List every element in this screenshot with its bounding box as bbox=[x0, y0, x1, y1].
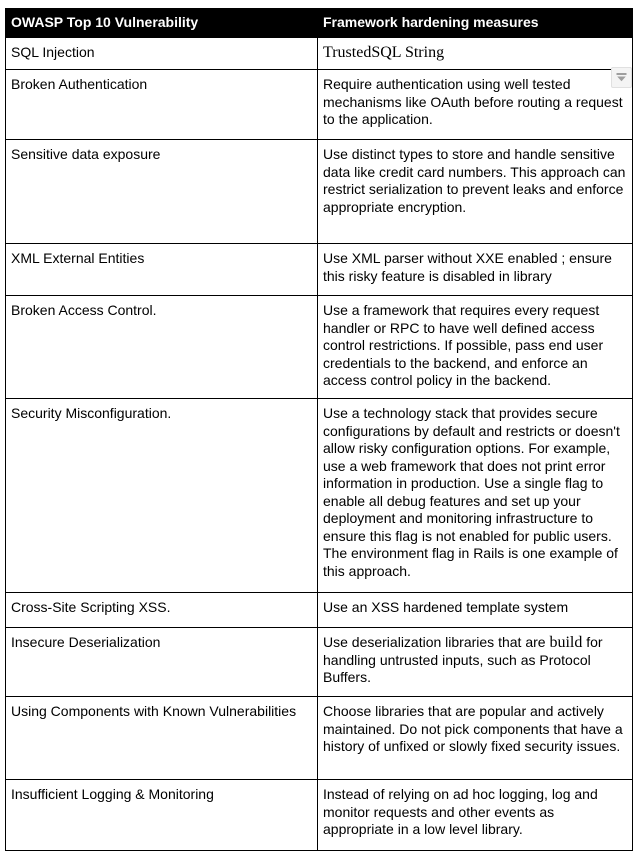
measure-cell bbox=[318, 140, 633, 244]
measure-text-segment: Use a technology stack that provides secure configurations by default and restricts or doesn't allow risky configuration options. For example, use a web framework that does not print error information in production. Use a single flag to enable all debug features and set up your deployment and monitoring infrastructure to ensure this flag is not enabled for public users. The environment flag in Rails is one example of this approach. bbox=[323, 405, 620, 579]
table-row bbox=[6, 244, 633, 296]
measure-text-segment: Use an XSS hardened template system bbox=[323, 599, 569, 615]
vulnerability-cell: Sensitive data exposure bbox=[6, 140, 318, 244]
owasp-hardening-table bbox=[5, 8, 633, 851]
measure-text-segment: TrustedSQL String bbox=[323, 44, 445, 61]
vulnerability-cell: Broken Authentication bbox=[6, 70, 318, 140]
measure-cell bbox=[318, 296, 633, 399]
measure-cell bbox=[318, 628, 633, 697]
table-row bbox=[6, 140, 633, 244]
table-header-row bbox=[6, 9, 633, 38]
vulnerability-cell: Using Components with Known Vulnerabilities bbox=[6, 697, 318, 780]
vulnerability-cell: SQL Injection bbox=[6, 38, 318, 70]
measure-cell bbox=[318, 70, 633, 140]
measure-text-segment: Require authentication using well tested mechanisms like OAuth before routing a request to the application. bbox=[323, 76, 623, 127]
cell-dropdown-button[interactable] bbox=[611, 67, 632, 88]
measure-cell bbox=[318, 593, 633, 628]
table-row bbox=[6, 780, 633, 851]
vulnerability-cell: Insufficient Logging & Monitoring bbox=[6, 780, 318, 851]
vulnerability-cell: Cross-Site Scripting XSS. bbox=[6, 593, 318, 628]
table-row bbox=[6, 697, 633, 780]
vulnerability-cell: Insecure Deserialization bbox=[6, 628, 318, 697]
table-row bbox=[6, 593, 633, 628]
vulnerability-cell: Security Misconfiguration. bbox=[6, 399, 318, 593]
measure-text-segment: Choose libraries that are popular and actively maintained. Do not pick components that have a history of unfixed or slowly fixed security issues. bbox=[323, 703, 623, 754]
vulnerability-cell: XML External Entities bbox=[6, 244, 318, 296]
table-row bbox=[6, 628, 633, 697]
vulnerability-cell: Broken Access Control. bbox=[6, 296, 318, 399]
measure-text-segment: build bbox=[549, 634, 583, 651]
column-header-vulnerability: OWASP Top 10 Vulnerability bbox=[6, 9, 318, 38]
table-row bbox=[6, 38, 633, 70]
measure-text-segment: Use distinct types to store and handle sensitive data like credit card numbers. This approach can restrict serialization to prevent leaks and enforce appropriate encryption. bbox=[323, 146, 626, 215]
measure-text-segment: Instead of relying on ad hoc logging, log and monitor requests and other events as appropriate in a low level library. bbox=[323, 786, 598, 837]
measure-text-segment: Use a framework that requires every request handler or RPC to have well defined access control restrictions. If possible, pass end user credentials to the backend, and enforce an access control policy in the backend. bbox=[323, 302, 604, 388]
measure-cell bbox=[318, 244, 633, 296]
table-row bbox=[6, 296, 633, 399]
column-header-measures: Framework hardening measures bbox=[318, 9, 633, 38]
measure-cell bbox=[318, 780, 633, 851]
measure-cell bbox=[318, 38, 633, 70]
table-row bbox=[6, 70, 633, 140]
table-row bbox=[6, 399, 633, 593]
measure-cell bbox=[318, 697, 633, 780]
measure-cell bbox=[318, 399, 633, 593]
measure-text-segment: Use deserialization libraries that are bbox=[323, 634, 550, 650]
dropdown-arrow-icon bbox=[616, 73, 627, 82]
measure-text-segment: Use XML parser without XXE enabled ; ensure this risky feature is disabled in library bbox=[323, 250, 612, 284]
table-body bbox=[6, 38, 633, 851]
measure-text-segment: for handling untrusted inputs, such as Protocol Buffers. bbox=[323, 634, 603, 685]
